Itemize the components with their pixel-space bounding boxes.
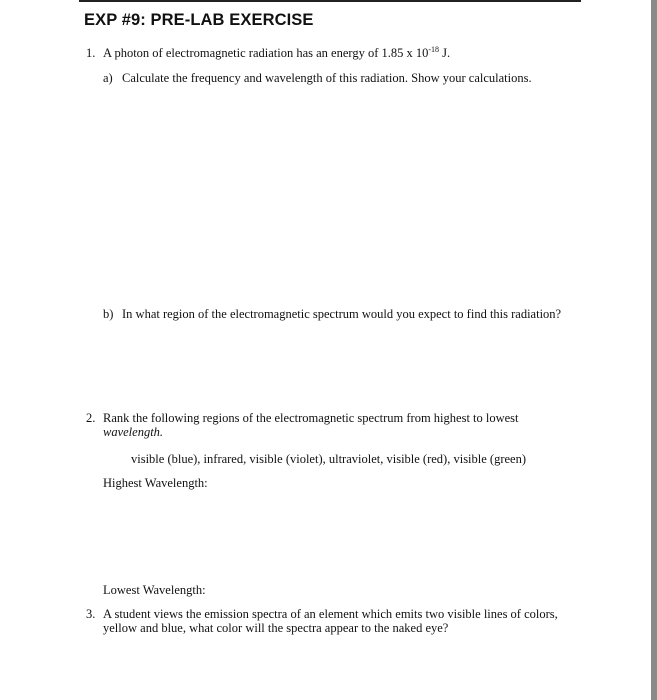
q2-emphasis-wavelength: wavelength. — [103, 425, 164, 439]
page-edge — [651, 0, 657, 700]
q2-highest-label: Highest Wavelength: — [103, 476, 208, 490]
q2-number: 2. — [86, 411, 96, 425]
q3-text-line1: A student views the emission spectra of an element which emits two visible lines of colors, — [103, 607, 558, 621]
q1a-text: Calculate the frequency and wavelength of this radiation. Show your calculations. — [122, 71, 532, 85]
page-title: EXP #9: PRE-LAB EXERCISE — [84, 11, 314, 29]
q2-text-line1: Rank the following regions of the electromagnetic spectrum from highest to lowest — [103, 411, 519, 425]
q1-text-unit: J. — [439, 46, 451, 60]
q1b-label: b) — [103, 307, 114, 321]
q1-text — [103, 46, 450, 61]
top-rule — [79, 0, 581, 2]
q2-options: visible (blue), infrared, visible (violet), ultraviolet, visible (red), visible (green) — [131, 452, 527, 466]
q1-exponent: -18 — [428, 45, 440, 54]
q2-text-line2 — [103, 425, 163, 440]
q1a-label: a) — [103, 71, 113, 85]
q1-text-main: A photon of electromagnetic radiation has an energy of 1.85 x 10 — [103, 46, 429, 60]
q2-lowest-label: Lowest Wavelength: — [103, 583, 206, 597]
q3-number: 3. — [86, 607, 96, 621]
q1-number: 1. — [86, 46, 96, 60]
q3-text-line2: yellow and blue, what color will the spectra appear to the naked eye? — [103, 621, 449, 635]
q1b-text: In what region of the electromagnetic spectrum would you expect to find this radiation? — [122, 307, 562, 321]
